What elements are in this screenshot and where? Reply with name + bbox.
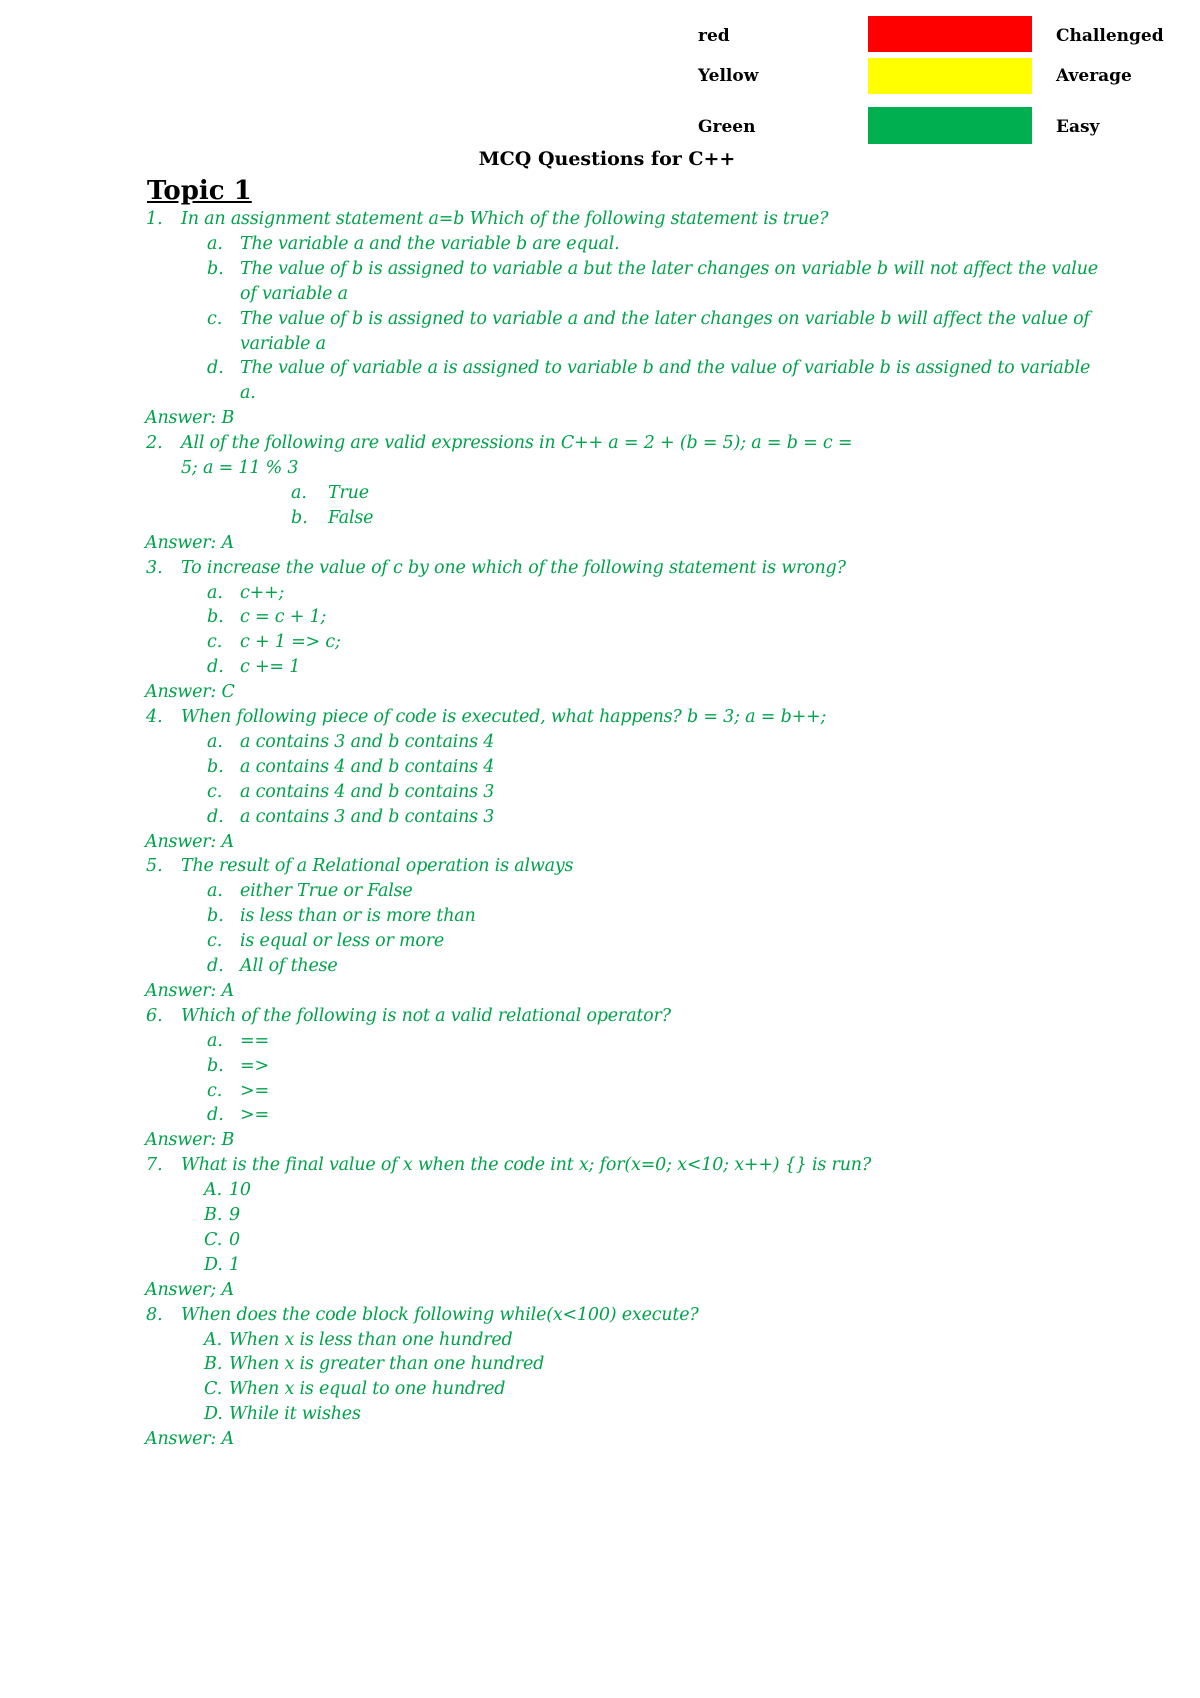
option-marker: a. — [207, 1030, 223, 1051]
option-marker: d. — [207, 956, 224, 976]
option-text: == — [240, 1030, 269, 1051]
option-text-continued: of variable a — [240, 283, 348, 304]
option-marker: d. — [207, 806, 224, 827]
option-text-continued: a. — [240, 383, 256, 404]
question-text: The result of a Relational operation is always — [181, 856, 574, 877]
answer-line: Answer: A — [145, 1429, 234, 1450]
option-text: a contains 4 and b contains 4 — [240, 756, 495, 777]
question-text: To increase the value of c by one which of the following statement is wrong? — [181, 557, 846, 578]
option-marker: B. — [204, 1354, 223, 1375]
question-text: When following piece of code is executed, what happens? b = 3; a = b++; — [181, 707, 827, 727]
legend-color-name: red — [698, 26, 730, 46]
document-title: MCQ Questions for C++ — [478, 148, 736, 170]
option-text: When x is less than one hundred — [229, 1329, 513, 1350]
option-marker: A. — [204, 1180, 223, 1201]
option-marker: b. — [207, 756, 224, 777]
question-text: In an assignment statement a=b Which of the following statement is true? — [181, 209, 829, 229]
option-marker: D. — [204, 1404, 223, 1425]
question-number: 8. — [146, 1304, 163, 1325]
answer-line: Answer; A — [145, 1279, 234, 1300]
legend-difficulty-level: Average — [1056, 66, 1132, 86]
option-text: >= — [240, 1105, 269, 1126]
option-text: The variable a and the variable b are equal. — [240, 233, 620, 254]
question-number: 1. — [146, 209, 163, 229]
question-text: When does the code block following while(x<100) execute? — [181, 1304, 699, 1325]
option-text: 0 — [229, 1229, 240, 1250]
option-marker: d. — [207, 358, 224, 379]
option-marker: a. — [207, 233, 223, 254]
legend-difficulty-level: Challenged — [1056, 26, 1164, 46]
option-marker: d. — [207, 1105, 224, 1126]
option-marker: D. — [204, 1254, 223, 1275]
option-text: 9 — [229, 1205, 240, 1225]
option-marker: B. — [204, 1205, 223, 1225]
option-marker: d. — [207, 657, 224, 678]
answer-line: Answer: B — [145, 1130, 235, 1151]
option-text: c++; — [240, 582, 285, 603]
question-text-continued: 5; a = 11 % 3 — [181, 458, 299, 478]
option-marker: c. — [207, 1080, 223, 1101]
option-text: => — [240, 1055, 269, 1076]
option-text: When x is greater than one hundred — [229, 1354, 545, 1375]
question-number: 4. — [146, 707, 163, 727]
option-marker: C. — [204, 1379, 223, 1400]
option-text: False — [328, 507, 374, 528]
option-marker: a. — [207, 881, 223, 902]
topic-heading: Topic 1 — [147, 176, 252, 206]
option-marker: c. — [207, 931, 223, 952]
question-number: 6. — [146, 1005, 163, 1026]
option-text: >= — [240, 1080, 269, 1101]
legend-color-name: Green — [698, 117, 756, 137]
answer-line: Answer: B — [145, 408, 235, 429]
question-number: 3. — [146, 557, 163, 578]
question-text: Which of the following is not a valid relational operator? — [181, 1005, 671, 1026]
option-marker: c. — [207, 781, 223, 802]
option-text: c = c + 1; — [240, 607, 327, 628]
option-marker: c. — [207, 632, 223, 653]
question-number: 7. — [146, 1155, 163, 1176]
option-text: The value of b is assigned to variable a but the later changes on variable b will not affect the value — [240, 258, 1098, 279]
answer-line: Answer: C — [145, 682, 235, 703]
question-number: 2. — [146, 433, 163, 454]
option-text: c + 1 => c; — [240, 632, 341, 653]
answer-line: Answer: A — [145, 831, 234, 852]
option-marker: b. — [207, 1055, 224, 1076]
option-text: When x is equal to one hundred — [229, 1379, 506, 1400]
option-marker: a. — [207, 582, 223, 603]
option-marker: b. — [207, 906, 224, 927]
option-text: is equal or less or more — [240, 931, 445, 952]
answer-line: Answer: A — [145, 532, 234, 553]
option-marker: a. — [291, 482, 307, 503]
option-text: 10 — [229, 1180, 251, 1201]
option-marker: C. — [204, 1229, 223, 1250]
option-text: either True or False — [240, 881, 413, 902]
option-text: 1 — [229, 1254, 240, 1275]
answer-line: Answer: A — [145, 980, 234, 1001]
option-text: True — [328, 482, 369, 503]
option-marker: A. — [204, 1329, 223, 1350]
legend-difficulty-level: Easy — [1056, 117, 1100, 137]
option-text: All of these — [240, 956, 338, 976]
legend-color-name: Yellow — [698, 66, 759, 86]
option-text: The value of b is assigned to variable a and the later changes on variable b will affect the value of — [240, 308, 1090, 329]
option-marker: b. — [291, 507, 308, 528]
option-text: a contains 3 and b contains 4 — [240, 731, 495, 752]
option-text: a contains 4 and b contains 3 — [240, 781, 495, 802]
option-text: c += 1 — [240, 657, 301, 678]
option-marker: c. — [207, 308, 223, 329]
question-number: 5. — [146, 856, 163, 877]
option-text-continued: variable a — [240, 333, 326, 354]
option-marker: b. — [207, 607, 224, 628]
option-marker: a. — [207, 731, 223, 752]
option-text: The value of variable a is assigned to variable b and the value of variable b is assigned to variable — [240, 358, 1091, 379]
option-text: a contains 3 and b contains 3 — [240, 806, 495, 827]
question-text: What is the final value of x when the code int x; for(x=0; x<10; x++) {} is run? — [181, 1155, 872, 1176]
option-text: While it wishes — [229, 1404, 361, 1425]
question-text: All of the following are valid expressions in C++ a = 2 + (b = 5); a = b = c = — [181, 433, 853, 454]
option-text: is less than or is more than — [240, 906, 476, 927]
option-marker: b. — [207, 258, 224, 279]
